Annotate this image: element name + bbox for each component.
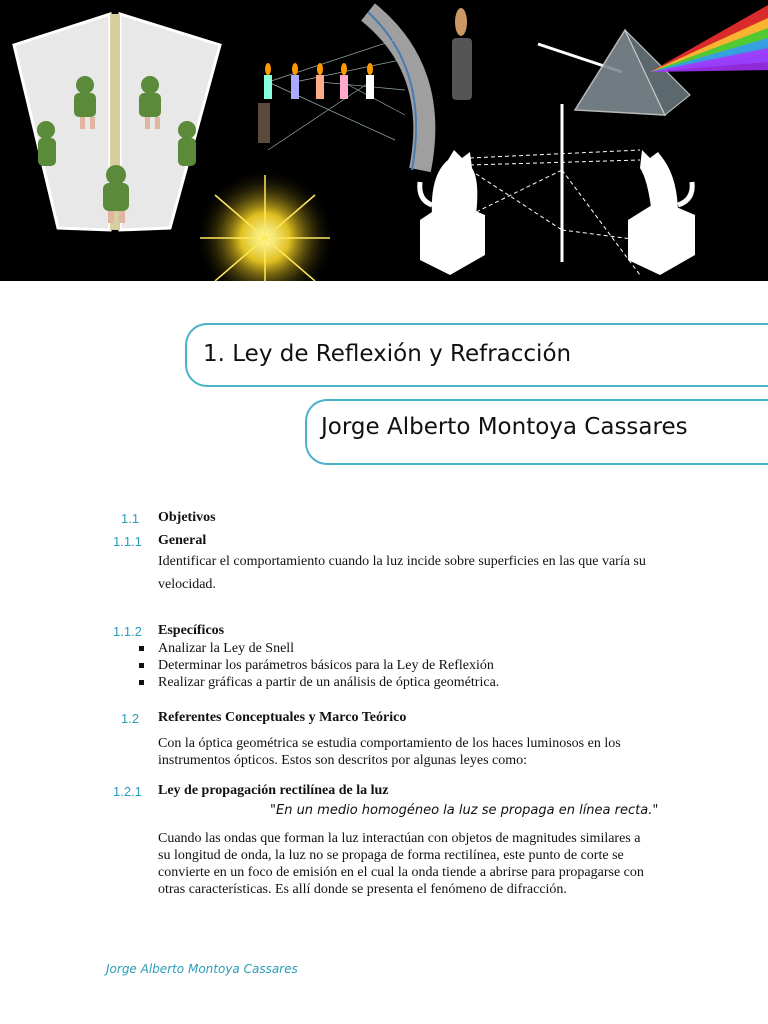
propagation-para-line-2: su longitud de onda, la luz no se propaga de forma rectilínea, este punto de corte se [158, 848, 624, 863]
chapter-title: 1. Ley de Reflexión y Refracción [203, 341, 572, 367]
section-number-1-1: 1.1 [121, 511, 140, 526]
author-name: Jorge Alberto Montoya Cassares [321, 414, 688, 440]
referentes-text-line-1: Con la óptica geométrica se estudia comportamiento de los haces luminosos en los [158, 736, 621, 751]
objectives-list [136, 640, 499, 691]
section-heading-general: General [158, 533, 207, 548]
section-heading-especificos: Específicos [158, 623, 225, 638]
list-item: Realizar gráficas a partir de un análisis de óptica geométrica. [136, 674, 499, 691]
light-burst-illustration [195, 168, 335, 281]
mirror-illustration [14, 14, 220, 230]
section-number-1-1-1: 1.1.1 [113, 534, 142, 549]
list-item: Analizar la Ley de Snell [136, 640, 499, 657]
section-heading-objetivos: Objetivos [158, 510, 216, 525]
section-number-1-2: 1.2 [121, 711, 140, 726]
law-quote: "En un medio homogéneo la luz se propaga en línea recta." [270, 803, 659, 818]
cats-mirror-illustration [420, 104, 695, 275]
author-box [305, 399, 768, 465]
header-banner-image [0, 0, 768, 281]
prism-illustration [538, 5, 768, 115]
general-text-line-2: velocidad. [158, 577, 216, 592]
referentes-text-line-2: instrumentos ópticos. Estos son descritos por algunas leyes como: [158, 753, 528, 768]
section-heading-propagacion: Ley de propagación rectilínea de la luz [158, 783, 389, 798]
propagation-para-line-3: convierte en un foco de emisión en el cual la onda tiende a abrirse para propagarse con [158, 865, 644, 880]
section-number-1-2-1: 1.2.1 [113, 784, 142, 799]
propagation-para-line-4: otras características. Es allí donde se presenta el fenómeno de difracción. [158, 882, 567, 897]
list-item: Determinar los parámetros básicos para la Ley de Reflexión [136, 657, 499, 674]
general-text-line-1: Identificar el comportamiento cuando la luz incide sobre superficies en las que varía su [158, 554, 646, 569]
propagation-para-line-1: Cuando las ondas que forman la luz interactúan con objetos de magnitudes similares a [158, 831, 641, 846]
footer-author: Jorge Alberto Montoya Cassares [106, 962, 298, 976]
lens-candles-illustration [258, 8, 472, 170]
section-heading-referentes: Referentes Conceptuales y Marco Teórico [158, 710, 407, 725]
chapter-title-box [185, 323, 768, 387]
section-number-1-1-2: 1.1.2 [113, 624, 142, 639]
